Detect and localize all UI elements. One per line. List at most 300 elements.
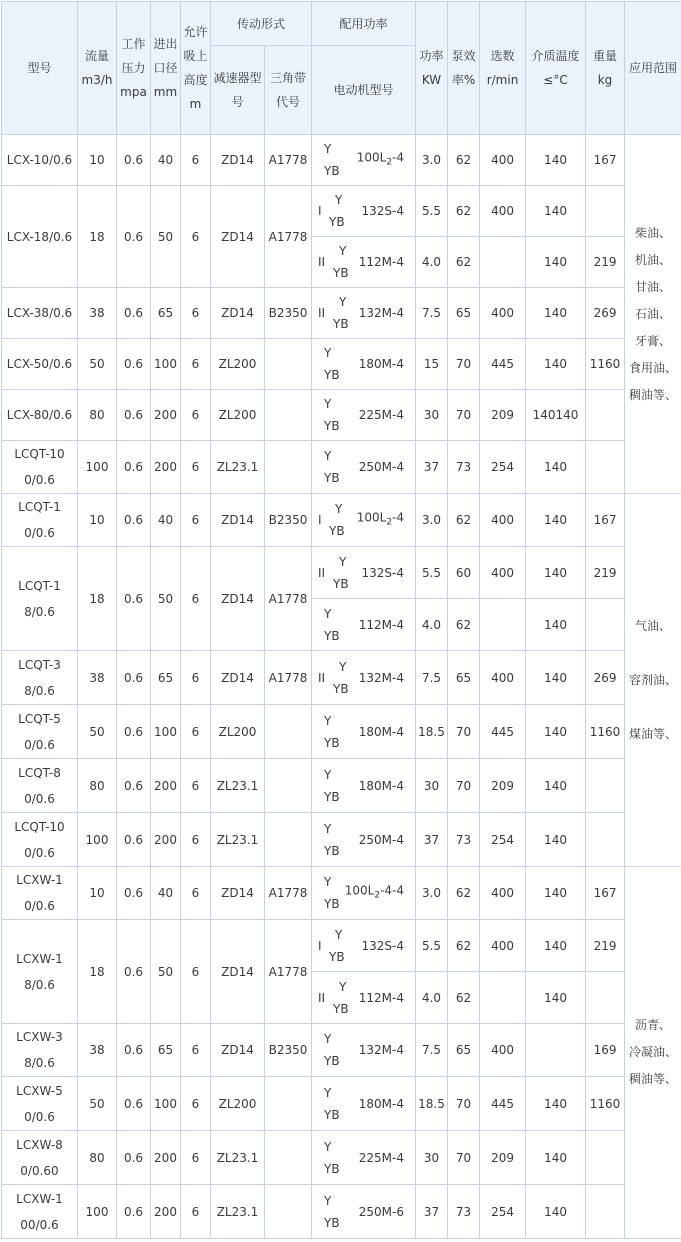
motor-type-label: Y YB (324, 1190, 340, 1234)
efficiency-cell: 70 (448, 1131, 480, 1185)
weight-cell: 1160 (586, 1077, 625, 1131)
motor-series-label: II (318, 991, 325, 1005)
model-label: LCX-18/0.6 (7, 230, 72, 244)
header-temp: 介质温度≤°C (526, 2, 586, 135)
motor-cell (312, 186, 416, 237)
header-pressure: 工作压力mpa (117, 2, 151, 135)
speed-cell: 400 (480, 547, 526, 599)
reducer-cell: ZL23.1 (211, 441, 265, 494)
power-cell: 4.0 (416, 599, 448, 651)
weight-cell (586, 390, 625, 441)
reducer-cell: ZL23.1 (211, 1131, 265, 1185)
flow-cell: 10 (78, 494, 117, 547)
application-item: 甘油、 (625, 274, 681, 301)
efficiency-cell: 62 (448, 186, 480, 237)
motor-model-label: 132S-4 (362, 198, 405, 224)
motor-model-label: 225M-4 (359, 1145, 404, 1171)
application-item: 牙膏、 (625, 328, 681, 355)
motor-type-label: Y YB (324, 603, 340, 647)
motor-type-label: Y YB (324, 342, 340, 386)
motor-model-label: 132M-4 (359, 665, 404, 691)
reducer-cell: ZL23.1 (211, 1185, 265, 1239)
motor-cell (312, 705, 416, 759)
weight-cell: 219 (586, 547, 625, 599)
motor-model-label: $100L_2-4$ (357, 504, 404, 535)
speed-cell: 209 (480, 390, 526, 441)
temp-cell: 140 (526, 705, 586, 759)
header-drive: 传动形式 (211, 2, 312, 46)
belt-cell (265, 813, 312, 867)
model-label: LCXW-10/0.6 (2, 867, 77, 919)
motor-cell (312, 339, 416, 390)
motor-model-label: 132S-4 (362, 933, 405, 959)
table-row (2, 186, 681, 237)
speed-cell: 445 (480, 1077, 526, 1131)
temp-cell: 140 (526, 339, 586, 390)
motor-type-label: Y YB (324, 1136, 340, 1180)
flow-cell: 80 (78, 390, 117, 441)
temp-cell: 140 (526, 547, 586, 599)
weight-cell: 219 (586, 920, 625, 972)
efficiency-cell: 65 (448, 1024, 480, 1077)
model-label: LCQT-38/0.6 (2, 652, 77, 704)
motor-series-label: I (318, 204, 322, 218)
motor-type-label: Y YB (333, 291, 349, 335)
power-cell: 5.5 (416, 920, 448, 972)
diameter-cell: 65 (151, 288, 181, 339)
motor-series-label: II (318, 255, 325, 269)
weight-cell: 219 (586, 237, 625, 288)
suction-cell: 6 (181, 920, 211, 1024)
model-cell (2, 135, 78, 186)
header-power-config: 配用功率 (312, 2, 416, 46)
power-cell: 37 (416, 1185, 448, 1239)
temp-cell: 140 (526, 813, 586, 867)
motor-type-label: Y YB (329, 498, 345, 542)
model-cell (2, 651, 78, 705)
header-speed: 选数r/min (480, 2, 526, 135)
table-body (2, 135, 681, 1239)
belt-cell: A1778 (265, 920, 312, 1024)
motor-cell (312, 920, 416, 972)
suction-cell: 6 (181, 288, 211, 339)
temp-cell: 140 (526, 288, 586, 339)
motor-cell (312, 237, 416, 288)
motor-model-label: 250M-4 (359, 454, 404, 480)
application-item: 稠油等、 (625, 382, 681, 409)
efficiency-cell: 62 (448, 599, 480, 651)
motor-model-label: 132S-4 (362, 560, 405, 586)
speed-cell: 400 (480, 867, 526, 920)
motor-cell (312, 547, 416, 599)
diameter-cell: 40 (151, 135, 181, 186)
suction-cell: 6 (181, 186, 211, 288)
suction-cell: 6 (181, 813, 211, 867)
motor-cell (312, 1077, 416, 1131)
pressure-cell: 0.6 (117, 339, 151, 390)
table-row (2, 1077, 681, 1131)
flow-cell: 18 (78, 186, 117, 288)
speed-cell: 445 (480, 705, 526, 759)
suction-cell: 6 (181, 651, 211, 705)
reducer-cell: ZL23.1 (211, 813, 265, 867)
model-label: LCXW-100/0.6 (2, 1186, 77, 1238)
flow-cell: 50 (78, 339, 117, 390)
motor-type-label: Y YB (324, 710, 340, 754)
model-cell (2, 813, 78, 867)
model-cell (2, 547, 78, 651)
weight-cell (586, 972, 625, 1024)
application-item: 机油、 (625, 247, 681, 274)
weight-cell (586, 599, 625, 651)
application-item: 石油、 (625, 301, 681, 328)
motor-model-label: 250M-6 (359, 1199, 404, 1225)
motor-cell (312, 1024, 416, 1077)
header-power: 功率KW (416, 2, 448, 135)
pressure-cell: 0.6 (117, 135, 151, 186)
motor-type-label: Y YB (324, 393, 340, 437)
flow-cell: 18 (78, 920, 117, 1024)
model-cell (2, 494, 78, 547)
speed-cell: 400 (480, 651, 526, 705)
model-cell (2, 186, 78, 288)
speed-cell: 400 (480, 135, 526, 186)
reducer-cell: ZD14 (211, 1024, 265, 1077)
power-cell: 3.0 (416, 867, 448, 920)
model-label: LCQT-100/0.6 (2, 441, 77, 493)
speed-cell: 254 (480, 1185, 526, 1239)
speed-cell: 209 (480, 759, 526, 813)
efficiency-cell: 60 (448, 547, 480, 599)
motor-cell (312, 390, 416, 441)
pressure-cell: 0.6 (117, 186, 151, 288)
temp-cell: 140 (526, 867, 586, 920)
diameter-cell: 100 (151, 339, 181, 390)
motor-cell (312, 759, 416, 813)
reducer-cell: ZL200 (211, 339, 265, 390)
model-label: LCXW-50/0.6 (2, 1078, 77, 1130)
motor-model-label: 112M-4 (359, 249, 404, 275)
pump-spec-table (1, 1, 681, 1239)
speed-cell: 400 (480, 1024, 526, 1077)
pressure-cell: 0.6 (117, 547, 151, 651)
flow-cell: 50 (78, 705, 117, 759)
belt-cell: A1778 (265, 867, 312, 920)
motor-cell (312, 288, 416, 339)
flow-cell: 38 (78, 651, 117, 705)
motor-model-label: 180M-4 (359, 351, 404, 377)
application-item: 沥青、 (625, 1012, 681, 1039)
model-cell (2, 1131, 78, 1185)
speed-cell: 209 (480, 1131, 526, 1185)
pressure-cell: 0.6 (117, 1185, 151, 1239)
flow-cell: 10 (78, 867, 117, 920)
pressure-cell: 0.6 (117, 651, 151, 705)
power-cell: 4.0 (416, 972, 448, 1024)
header-suction: 允许吸上高度m (181, 2, 211, 135)
temp-cell (526, 1024, 586, 1077)
motor-cell (312, 972, 416, 1024)
pressure-cell: 0.6 (117, 1024, 151, 1077)
efficiency-cell: 70 (448, 705, 480, 759)
efficiency-cell: 65 (448, 651, 480, 705)
temp-cell: 140 (526, 1185, 586, 1239)
weight-cell: 167 (586, 135, 625, 186)
diameter-cell: 65 (151, 1024, 181, 1077)
pressure-cell: 0.6 (117, 390, 151, 441)
pressure-cell: 0.6 (117, 705, 151, 759)
flow-cell: 100 (78, 441, 117, 494)
speed-cell: 445 (480, 339, 526, 390)
model-label: LCX-50/0.6 (7, 357, 72, 371)
temp-cell: 140 (526, 759, 586, 813)
reducer-cell: ZD14 (211, 920, 265, 1024)
pressure-cell: 0.6 (117, 288, 151, 339)
suction-cell: 6 (181, 1185, 211, 1239)
diameter-cell: 200 (151, 813, 181, 867)
header-application: 应用范围 (625, 2, 681, 135)
efficiency-cell: 73 (448, 1185, 480, 1239)
weight-cell: 1160 (586, 339, 625, 390)
motor-type-label: Y YB (324, 1082, 340, 1126)
table-row (2, 390, 681, 441)
table-row (2, 494, 681, 547)
reducer-cell: ZD14 (211, 547, 265, 651)
diameter-cell: 200 (151, 759, 181, 813)
weight-cell: 1160 (586, 705, 625, 759)
power-cell: 4.0 (416, 237, 448, 288)
power-cell: 30 (416, 390, 448, 441)
belt-cell: A1778 (265, 135, 312, 186)
temp-cell: 140 (526, 920, 586, 972)
temp-cell: 140 (526, 599, 586, 651)
model-cell (2, 920, 78, 1024)
table-row (2, 547, 681, 599)
motor-cell (312, 494, 416, 547)
table-row (2, 339, 681, 390)
diameter-cell: 50 (151, 920, 181, 1024)
flow-cell: 80 (78, 759, 117, 813)
motor-type-label: Y YB (333, 551, 349, 595)
speed-cell: 400 (480, 288, 526, 339)
power-cell: 30 (416, 759, 448, 813)
belt-cell (265, 339, 312, 390)
model-label: LCQT-80/0.6 (2, 760, 77, 812)
belt-cell (265, 705, 312, 759)
belt-cell: B2350 (265, 1024, 312, 1077)
pressure-cell: 0.6 (117, 1131, 151, 1185)
power-cell: 5.5 (416, 547, 448, 599)
application-item: 容剂油、 (625, 653, 681, 707)
motor-cell (312, 1131, 416, 1185)
diameter-cell: 40 (151, 867, 181, 920)
table-row (2, 651, 681, 705)
motor-model-label: 112M-4 (359, 612, 404, 638)
belt-cell: A1778 (265, 547, 312, 651)
table-row (2, 441, 681, 494)
motor-model-label: 180M-4 (359, 719, 404, 745)
application-item: 稠油等、 (625, 1066, 681, 1093)
flow-cell: 100 (78, 813, 117, 867)
weight-cell (586, 1185, 625, 1239)
suction-cell: 6 (181, 339, 211, 390)
power-cell: 37 (416, 441, 448, 494)
temp-cell: 140140 (526, 390, 586, 441)
reducer-cell: ZL200 (211, 705, 265, 759)
efficiency-cell: 62 (448, 135, 480, 186)
motor-cell (312, 441, 416, 494)
efficiency-cell: 73 (448, 813, 480, 867)
model-cell (2, 390, 78, 441)
motor-cell (312, 135, 416, 186)
table-row (2, 1024, 681, 1077)
belt-cell (265, 390, 312, 441)
header-flow: 流量m3/h (78, 2, 117, 135)
model-cell (2, 288, 78, 339)
header-efficiency: 泵效率% (448, 2, 480, 135)
model-label: LCXW-38/0.6 (2, 1024, 77, 1076)
reducer-cell: ZL23.1 (211, 759, 265, 813)
reducer-cell: ZD14 (211, 135, 265, 186)
efficiency-cell: 70 (448, 390, 480, 441)
suction-cell: 6 (181, 1077, 211, 1131)
motor-type-label: Y YB (333, 240, 349, 284)
application-item: 冷凝油、 (625, 1039, 681, 1066)
model-label: LCX-38/0.6 (7, 306, 72, 320)
model-cell (2, 1185, 78, 1239)
weight-cell: 167 (586, 494, 625, 547)
diameter-cell: 100 (151, 705, 181, 759)
model-label: LCQT-18/0.6 (2, 573, 77, 625)
weight-cell (586, 759, 625, 813)
efficiency-cell: 73 (448, 441, 480, 494)
motor-model-label: $100L_2-4-4$ (345, 877, 404, 908)
belt-cell: A1778 (265, 186, 312, 288)
power-cell: 3.0 (416, 135, 448, 186)
reducer-cell: ZD14 (211, 288, 265, 339)
diameter-cell: 65 (151, 651, 181, 705)
application-item: 柴油、 (625, 220, 681, 247)
belt-cell (265, 1131, 312, 1185)
weight-cell: 169 (586, 1024, 625, 1077)
motor-model-label: 180M-4 (359, 1091, 404, 1117)
motor-cell (312, 813, 416, 867)
temp-cell: 140 (526, 494, 586, 547)
motor-series-label: I (318, 513, 322, 527)
model-label: LCXW-80/0.60 (2, 1132, 77, 1184)
temp-cell: 140 (526, 135, 586, 186)
power-cell: 3.0 (416, 494, 448, 547)
pressure-cell: 0.6 (117, 867, 151, 920)
efficiency-cell: 70 (448, 759, 480, 813)
suction-cell: 6 (181, 759, 211, 813)
flow-cell: 38 (78, 288, 117, 339)
motor-model-label: 250M-4 (359, 827, 404, 853)
pressure-cell: 0.6 (117, 759, 151, 813)
power-cell: 30 (416, 1131, 448, 1185)
reducer-cell: ZL200 (211, 390, 265, 441)
flow-cell: 18 (78, 547, 117, 651)
pressure-cell: 0.6 (117, 813, 151, 867)
model-cell (2, 867, 78, 920)
weight-cell (586, 186, 625, 237)
diameter-cell: 200 (151, 1131, 181, 1185)
motor-type-label: Y YB (333, 976, 349, 1020)
motor-model-label: 180M-4 (359, 773, 404, 799)
reducer-cell: ZD14 (211, 867, 265, 920)
belt-cell (265, 441, 312, 494)
suction-cell: 6 (181, 494, 211, 547)
efficiency-cell: 70 (448, 1077, 480, 1131)
power-cell: 7.5 (416, 1024, 448, 1077)
model-cell (2, 339, 78, 390)
motor-series-label: I (318, 939, 322, 953)
table-row (2, 1185, 681, 1239)
weight-cell: 167 (586, 867, 625, 920)
motor-cell (312, 651, 416, 705)
speed-cell: 254 (480, 441, 526, 494)
temp-cell: 140 (526, 186, 586, 237)
motor-cell (312, 1185, 416, 1239)
belt-cell (265, 1185, 312, 1239)
model-cell (2, 759, 78, 813)
pressure-cell: 0.6 (117, 920, 151, 1024)
reducer-cell: ZD14 (211, 494, 265, 547)
diameter-cell: 200 (151, 390, 181, 441)
speed-cell (480, 972, 526, 1024)
efficiency-cell: 62 (448, 237, 480, 288)
temp-cell: 140 (526, 441, 586, 494)
motor-model-label: 132M-4 (359, 1037, 404, 1063)
table-row (2, 288, 681, 339)
application-item: 食用油、 (625, 355, 681, 382)
flow-cell: 100 (78, 1185, 117, 1239)
motor-type-label: Y YB (333, 656, 349, 700)
weight-cell (586, 1131, 625, 1185)
application-cell (625, 135, 681, 494)
weight-cell (586, 813, 625, 867)
weight-cell: 269 (586, 288, 625, 339)
temp-cell: 140 (526, 651, 586, 705)
pressure-cell: 0.6 (117, 494, 151, 547)
weight-cell: 269 (586, 651, 625, 705)
motor-type-label: Y YB (329, 924, 345, 968)
motor-type-label: Y YB (324, 445, 340, 489)
efficiency-cell: 62 (448, 867, 480, 920)
power-cell: 18.5 (416, 1077, 448, 1131)
speed-cell: 254 (480, 813, 526, 867)
speed-cell: 400 (480, 494, 526, 547)
pressure-cell: 0.6 (117, 441, 151, 494)
power-cell: 18.5 (416, 705, 448, 759)
speed-cell: 400 (480, 186, 526, 237)
suction-cell: 6 (181, 135, 211, 186)
diameter-cell: 50 (151, 186, 181, 288)
motor-type-label: Y YB (324, 1028, 340, 1072)
belt-cell: B2350 (265, 288, 312, 339)
motor-cell (312, 867, 416, 920)
model-cell (2, 441, 78, 494)
application-item: 气油、 (625, 599, 681, 653)
suction-cell: 6 (181, 1131, 211, 1185)
header-weight: 重量kg (586, 2, 625, 135)
suction-cell: 6 (181, 1024, 211, 1077)
reducer-cell: ZD14 (211, 651, 265, 705)
flow-cell: 38 (78, 1024, 117, 1077)
diameter-cell: 50 (151, 547, 181, 651)
motor-series-label: II (318, 306, 325, 320)
suction-cell: 6 (181, 867, 211, 920)
